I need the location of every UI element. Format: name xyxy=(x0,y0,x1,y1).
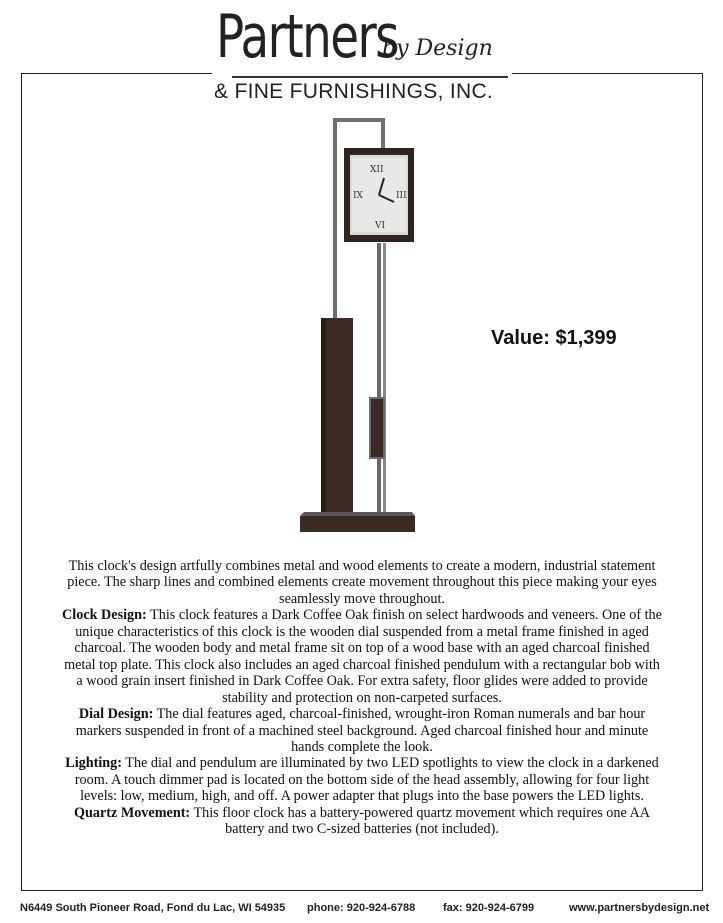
logo-rule xyxy=(232,76,508,78)
logo-by-text: by Design xyxy=(382,36,493,61)
section-text: The dial features aged, charcoal-finished, wrought-iron Roman numerals and bar hour markers suspended in front of a machined steel background. Aged charcoal finished hour and minute hands complete the look. xyxy=(75,706,649,755)
svg-text:IX: IX xyxy=(353,191,363,201)
logo-main-text: Partners xyxy=(216,2,398,72)
logo-sub-text: & FINE FURNISHINGS, INC. xyxy=(214,80,494,103)
svg-text:III: III xyxy=(396,191,407,201)
section-heading: Quartz Movement: xyxy=(73,804,191,821)
section-text: This clock features a Dark Coffee Oak finish on select hardwoods and veneers. One of the unique characteristics of this clock is the wooden dial suspended from a metal frame finished in aged charcoal. The wooden body and metal frame sit on top of a wood base with an aged charcoal finished metal top plate. This clock also includes an aged charcoal finished pendulum with a rectangular bob with a wood grain insert finished in Dark Coffee Oak. For extra safety, floor glides were added to provide stability and protection on non-carpeted surfaces. xyxy=(64,607,662,706)
company-logo xyxy=(212,2,512,110)
svg-text:XII: XII xyxy=(370,165,384,175)
svg-text:VI: VI xyxy=(375,221,386,231)
footer-address: N6449 South Pioneer Road, Fond du Lac, WI 54935 xyxy=(20,902,286,914)
product-description xyxy=(60,558,664,838)
section-heading: Dial Design: xyxy=(78,706,154,723)
section-text: The dial and pendulum are illuminated by two LED spotlights to view the clock in a darkened room. A touch dimmer pad is located on the bottom side of the head assembly, allowing for four light levels: low, medium, high, and off. A power adapter that plugs into the base powers the LED lights. xyxy=(74,755,659,805)
product-value: Value: $1,399 xyxy=(491,327,617,349)
clock-design-paragraph xyxy=(60,607,664,706)
section-heading: Clock Design: xyxy=(62,607,147,624)
dial-design-paragraph xyxy=(60,706,664,755)
intro-paragraph: This clock's design artfully combines metal and wood elements to create a modern, industrial statement piece. The sharp lines and combined elements create movement throughout this piece making your eyes seamlessly move throughout. xyxy=(67,558,657,607)
footer-phone: phone: 920-924-6788 xyxy=(307,902,416,914)
footer-website[interactable]: www.partnersbydesign.net xyxy=(569,902,710,914)
quartz-movement-paragraph xyxy=(60,805,664,838)
footer-fax: fax: 920-924-6799 xyxy=(443,902,535,914)
section-text: This floor clock has a battery-powered quartz movement which requires one AA battery and two C-sized batteries (not included). xyxy=(190,804,651,838)
section-heading: Lighting: xyxy=(65,755,122,772)
lighting-paragraph xyxy=(60,755,664,804)
floor-clock-image xyxy=(300,118,420,538)
footer xyxy=(20,902,710,914)
